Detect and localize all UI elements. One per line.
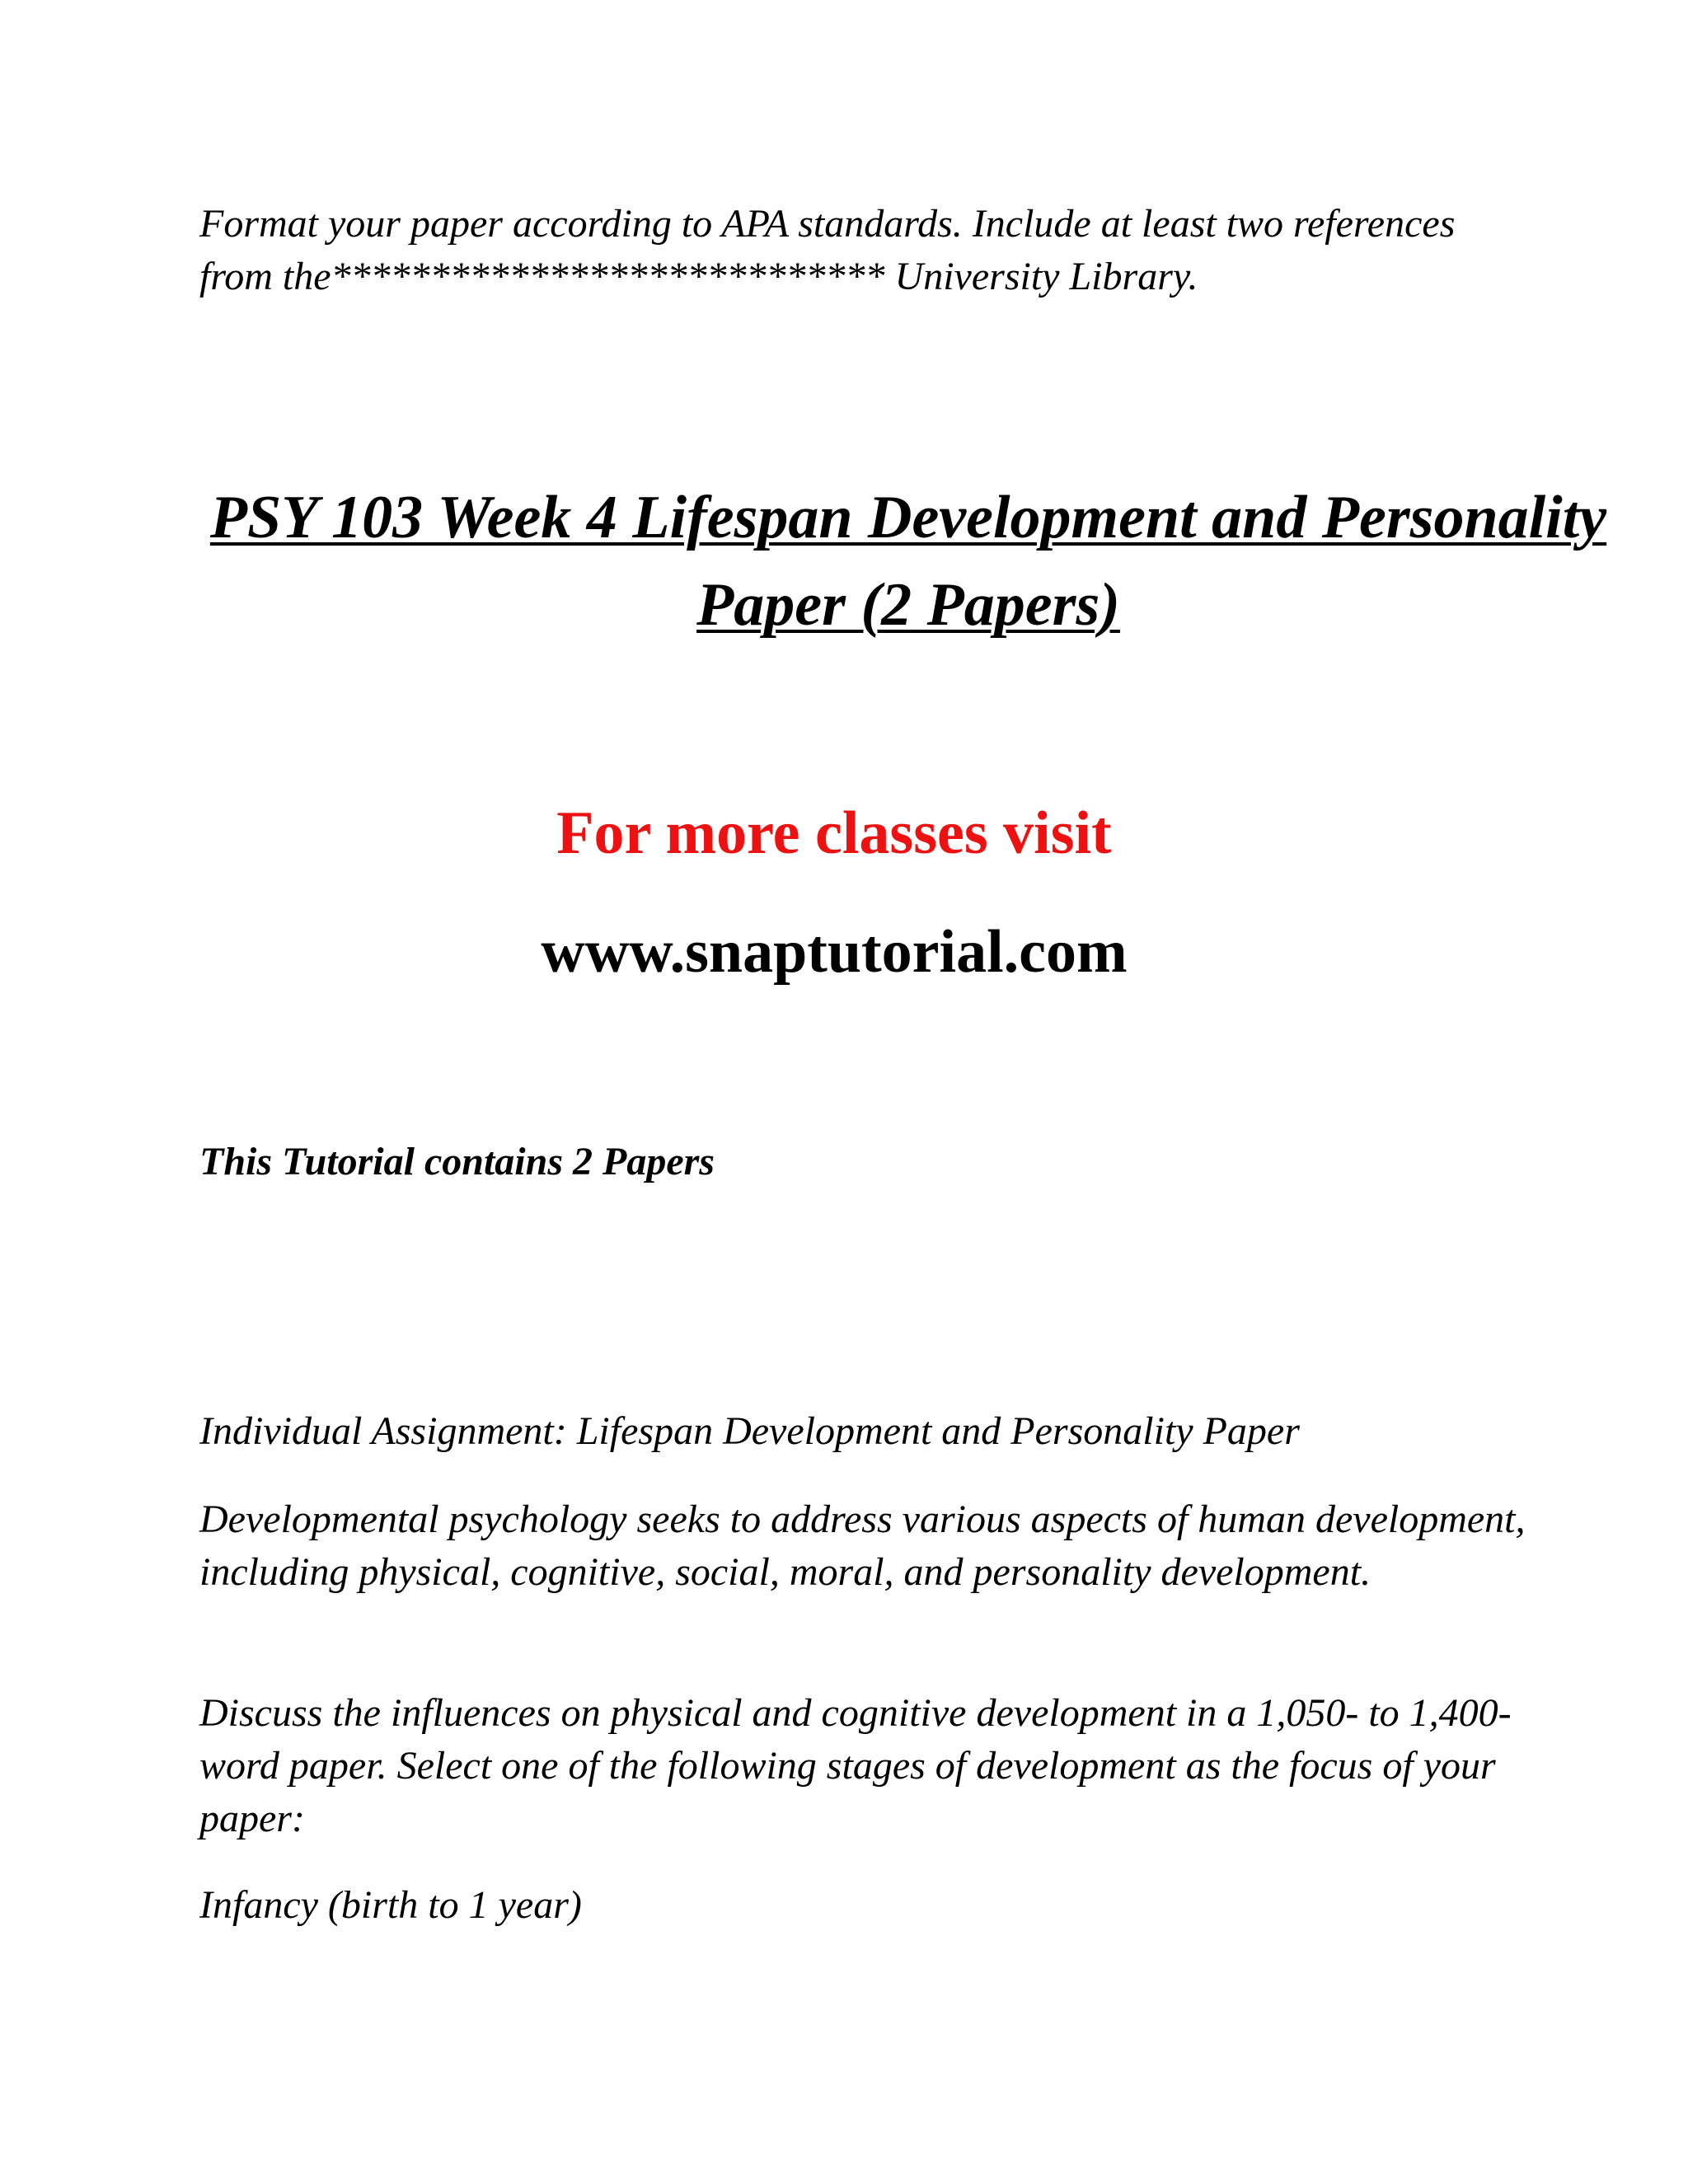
paragraph-discuss: Discuss the influences on physical and cognitive development in a 1,050- to 1,400-word paper. Select one of the following stages of development as the focus of your paper: [199,1691,1512,1840]
stage-infancy: Infancy (birth to 1 year) [199,1883,582,1927]
intro-paragraph: Format your paper according to APA standards. Include at least two references from the**************************** University Library. [199,202,1456,298]
website-link[interactable]: www.snaptutorial.com [541,918,1128,986]
paragraph-developmental: Developmental psychology seeks to address various aspects of human development, including physical, cognitive, social, moral, and personality development. [199,1497,1526,1594]
promo-text: For more classes visit [556,799,1112,867]
contains-note: This Tutorial contains 2 Papers [199,1140,715,1183]
page-title: PSY 103 Week 4 Lifespan Development and Personality Paper (2 Papers) [209,484,1607,639]
assignment-heading: Individual Assignment: Lifespan Development and Personality Paper [199,1409,1300,1453]
